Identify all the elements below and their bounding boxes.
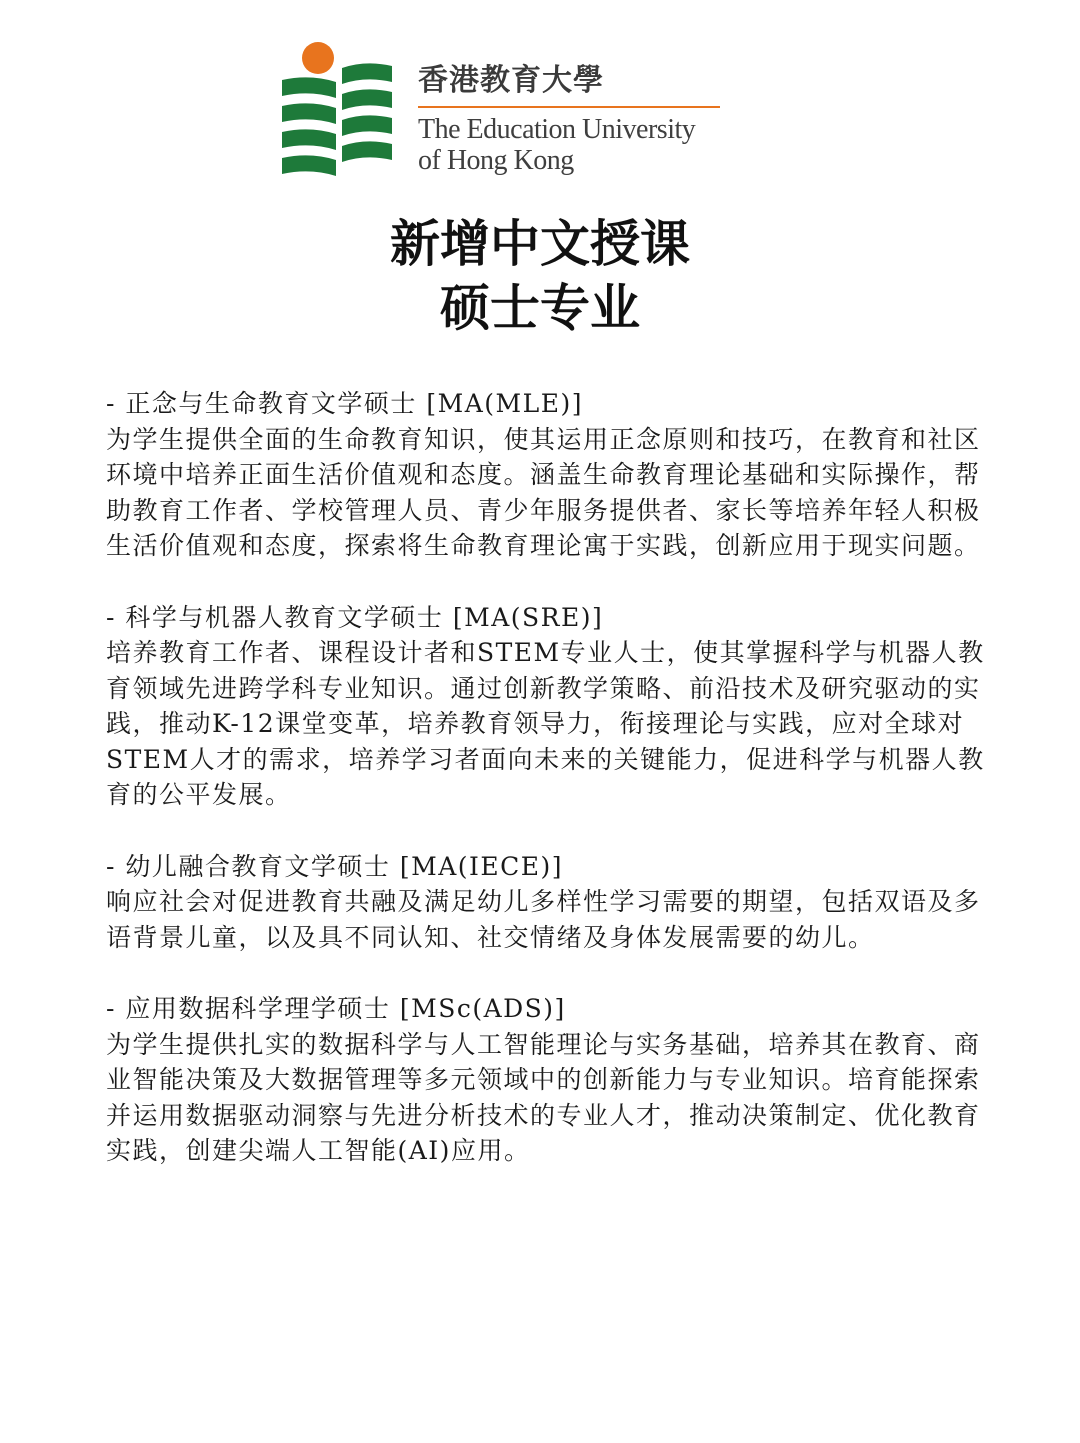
eduhk-emblem-icon: [280, 40, 395, 180]
logo-name-english-line2: of Hong Kong: [418, 145, 574, 176]
program-heading: - 幼儿融合教育文学硕士 [MA(IECE)]: [106, 851, 564, 881]
emblem-right-stroke-3: [342, 115, 392, 136]
page-title: [0, 212, 1080, 340]
program-item: [106, 386, 1006, 564]
program-description: 为学生提供全面的生命教育知识，使其运用正念原则和技巧，在教育和社区环境中培养正面生活价值观和态度。涵盖生命教育理论基础和实际操作，帮助教育工作者、学校管理人员、青少年服务提供者、家长等培养年轻人积极生活价值观和态度，探索将生命教育理论寓于实践，创新应用于现实问题。: [106, 424, 981, 560]
logo-wordmark: [418, 62, 728, 176]
emblem-orange-dot: [302, 42, 334, 74]
emblem-right-stroke-4: [342, 141, 392, 162]
program-item: [106, 600, 1006, 813]
program-heading: - 正念与生命教育文学硕士 [MA(MLE)]: [106, 389, 583, 418]
emblem-left-stroke-1: [282, 77, 336, 98]
emblem-left-stroke-4: [282, 155, 336, 176]
emblem-right-stroke-2: [342, 89, 392, 110]
program-list: [106, 386, 1006, 1205]
program-heading: - 应用数据科学理学硕士 [MSc(ADS)]: [106, 994, 566, 1023]
emblem-left-stroke-3: [282, 129, 336, 150]
program-description: 响应社会对促进教育共融及满足幼儿多样性学习需要的期望，包括双语及多语背景儿童，以及具不同认知、社交情绪及身体发展需要的幼儿。: [106, 887, 981, 952]
page-title-line2: 硕士专业: [440, 279, 640, 337]
program-item: [106, 849, 1006, 956]
logo-name-english-line1: The Education University: [418, 114, 696, 145]
program-description: 培养教育工作者、课程设计者和STEM专业人士，使其掌握科学与机器人教育领域先进跨学科专业知识。通过创新教学策略、前沿技术及研究驱动的实践，推动K-12课堂变革，培养教育领导力，衔接理论与实践，应对全球对STEM人才的需求，培养学习者面向未来的关键能力，促进科学与机器人教育的公平发展。: [106, 638, 985, 809]
logo-name-chinese: 香港教育大學: [418, 63, 604, 98]
program-item: [106, 991, 1006, 1169]
emblem-left-stroke-2: [282, 103, 336, 124]
program-heading: - 科学与机器人教育文学硕士 [MA(SRE)]: [106, 602, 604, 632]
emblem-right-stroke-1: [342, 63, 392, 84]
logo-divider: [418, 106, 720, 108]
page-title-line1: 新增中文授课: [390, 215, 690, 273]
university-logo: [258, 22, 748, 182]
program-description: 为学生提供扎实的数据科学与人工智能理论与实务基础，培养其在教育、商业智能决策及大数据管理等多元领域中的创新能力与专业知识。培育能探索并运用数据驱动洞察与先进分析技术的专业人才，推动决策制定、优化教育实践，创建尖端人工智能(AI)应用。: [106, 1029, 981, 1165]
